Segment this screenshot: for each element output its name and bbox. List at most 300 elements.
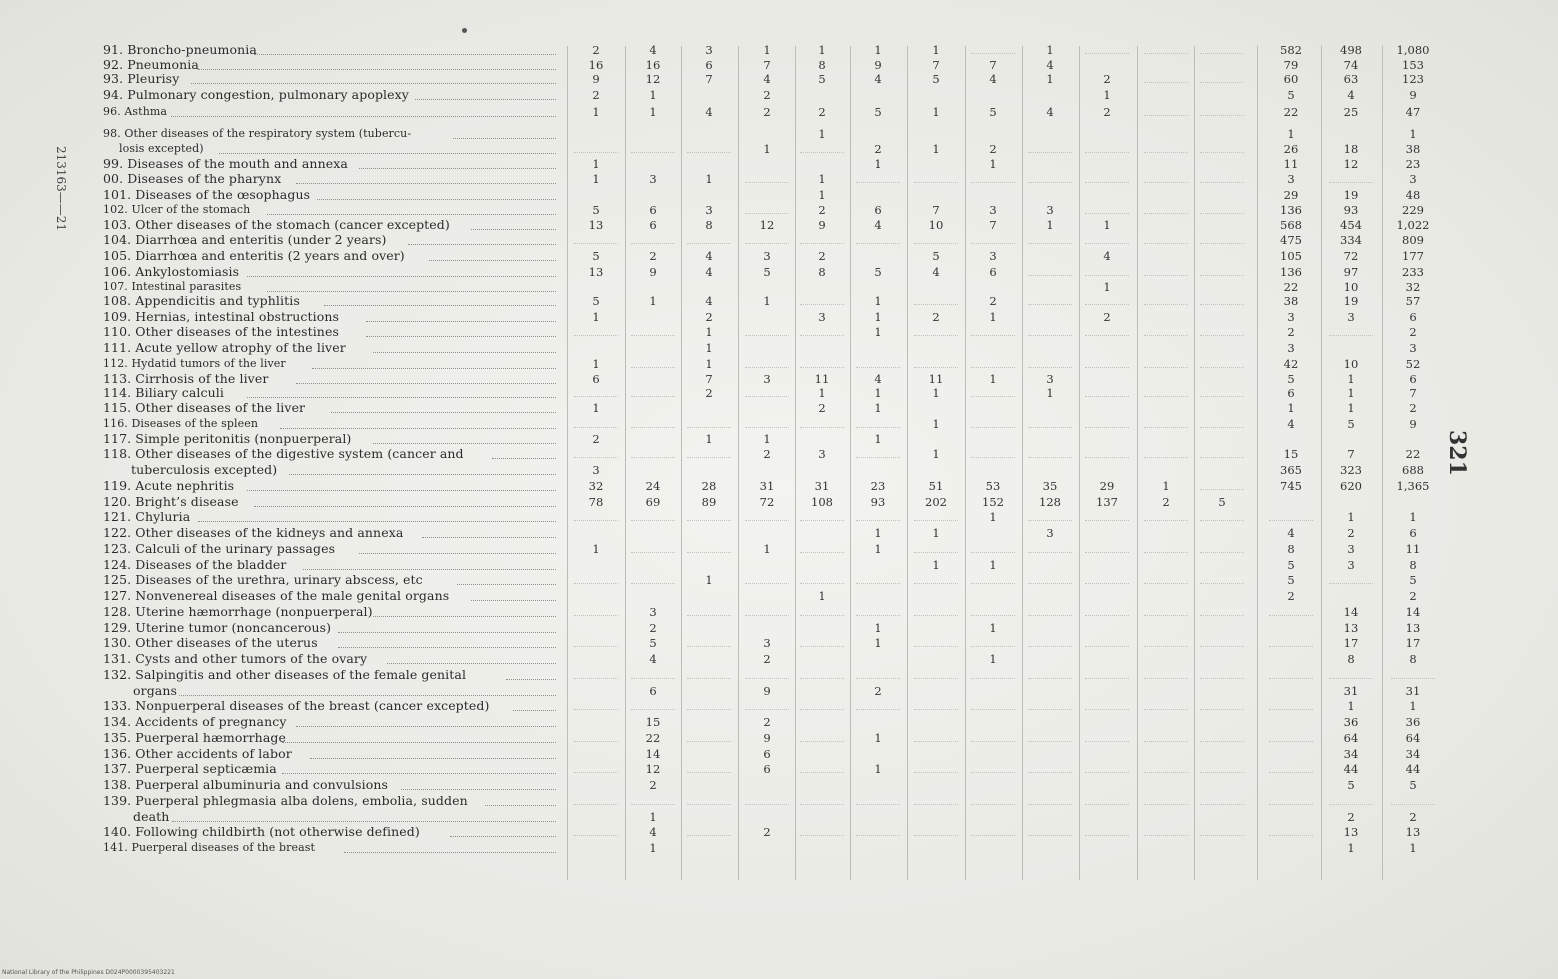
table-cell: 323 (1340, 463, 1362, 477)
table-cell: 2 (763, 88, 771, 102)
empty-cell-leader (1144, 115, 1188, 116)
table-cell: 3 (1347, 310, 1355, 324)
table-cell: 32 (1405, 280, 1421, 294)
table-cell: 1 (592, 310, 600, 324)
table-cell: 5 (1287, 88, 1295, 102)
empty-cell-leader (745, 335, 789, 336)
column-divider (738, 46, 739, 880)
table-cell: 1 (818, 188, 826, 202)
empty-cell-leader (800, 709, 844, 710)
column-divider (1257, 46, 1258, 880)
empty-cell-leader (800, 367, 844, 368)
table-cell: 5 (1409, 778, 1417, 792)
empty-cell-leader (800, 772, 844, 773)
table-cell: 454 (1340, 218, 1362, 232)
table-cell: 7 (705, 372, 713, 386)
table-cell: 1 (705, 432, 713, 446)
table-cell: 1 (932, 417, 940, 431)
empty-cell-leader (800, 615, 844, 616)
empty-cell-leader (1028, 304, 1072, 305)
empty-cell-leader (1028, 335, 1072, 336)
table-cell: 2 (818, 105, 826, 119)
empty-cell-leader (856, 457, 900, 458)
table-cell: 3 (705, 203, 713, 217)
table-cell: 2 (1287, 325, 1295, 339)
table-cell: 52 (1405, 357, 1421, 371)
empty-cell-leader (574, 804, 618, 805)
table-cell: 1 (763, 432, 771, 446)
table-cell: 3 (705, 43, 713, 57)
table-cell: 3 (649, 172, 657, 186)
table-cell: 9 (1409, 88, 1417, 102)
table-cell: 1 (932, 447, 940, 461)
table-cell: 2 (1409, 401, 1417, 415)
table-cell: 3 (1409, 172, 1417, 186)
table-cell: 97 (1343, 265, 1359, 279)
empty-cell-leader (1144, 520, 1188, 521)
empty-cell-leader (856, 615, 900, 616)
row-leader (373, 443, 556, 444)
empty-cell-leader (687, 804, 731, 805)
table-cell: 11 (1283, 157, 1299, 171)
table-cell: 1 (932, 43, 940, 57)
empty-cell-leader (800, 520, 844, 521)
table-cell: 7 (1347, 447, 1355, 461)
table-cell: 2 (592, 43, 600, 57)
table-cell: 233 (1402, 265, 1424, 279)
empty-cell-leader (971, 427, 1015, 428)
empty-cell-leader (1200, 772, 1244, 773)
column-divider (567, 46, 568, 880)
table-cell: 34 (1343, 747, 1359, 761)
table-cell: 1 (874, 762, 882, 776)
row-leader (312, 368, 556, 369)
table-cell: 10 (1343, 357, 1359, 371)
row-label: 121. Chyluria (103, 509, 191, 524)
table-cell: 42 (1283, 357, 1299, 371)
table-cell: 6 (874, 203, 882, 217)
empty-cell-leader (745, 520, 789, 521)
table-cell: 5 (874, 105, 882, 119)
empty-cell-leader (1085, 213, 1129, 214)
empty-cell-leader (971, 646, 1015, 647)
empty-cell-leader (1144, 457, 1188, 458)
empty-cell-leader (631, 804, 675, 805)
empty-cell-leader (631, 335, 675, 336)
row-label: 111. Acute yellow atrophy of the liver (103, 340, 346, 355)
row-leader (282, 742, 556, 743)
table-cell: 1,080 (1396, 43, 1430, 57)
row-leader (310, 758, 556, 759)
table-cell: 22 (645, 731, 661, 745)
empty-cell-leader (1144, 772, 1188, 773)
table-cell: 2 (989, 142, 997, 156)
table-cell: 44 (1343, 762, 1359, 776)
table-cell: 3 (1287, 341, 1295, 355)
empty-cell-leader (1200, 304, 1244, 305)
table-cell: 19 (1343, 188, 1359, 202)
table-cell: 745 (1280, 479, 1302, 493)
table-cell: 5 (932, 249, 940, 263)
table-cell: 1 (763, 294, 771, 308)
empty-cell-leader (856, 182, 900, 183)
row-label: 118. Other diseases of the digestive system (cancer and (103, 446, 464, 461)
table-cell: 3 (592, 463, 600, 477)
table-cell: 1 (649, 294, 657, 308)
table-cell: 1 (932, 386, 940, 400)
table-cell: 6 (1287, 386, 1295, 400)
empty-cell-leader (1085, 804, 1129, 805)
table-cell: 10 (1343, 280, 1359, 294)
empty-cell-leader (800, 804, 844, 805)
empty-cell-leader (971, 552, 1015, 553)
table-cell: 2 (1287, 589, 1295, 603)
table-cell: 31 (1405, 684, 1421, 698)
table-cell: 6 (989, 265, 997, 279)
empty-cell-leader (574, 615, 618, 616)
table-cell: 3 (989, 203, 997, 217)
empty-cell-leader (1028, 275, 1072, 276)
row-leader (179, 695, 556, 696)
column-divider (1321, 46, 1322, 880)
table-cell: 1 (763, 142, 771, 156)
empty-cell-leader (631, 520, 675, 521)
empty-cell-leader (971, 243, 1015, 244)
empty-cell-leader (1028, 552, 1072, 553)
row-label: 115. Other diseases of the liver (103, 400, 306, 415)
empty-cell-leader (1144, 82, 1188, 83)
empty-cell-leader (856, 243, 900, 244)
row-leader (373, 616, 556, 617)
column-divider (965, 46, 966, 880)
empty-cell-leader (1269, 520, 1313, 521)
empty-cell-leader (971, 457, 1015, 458)
row-label: organs (133, 683, 178, 698)
table-cell: 29 (1283, 188, 1299, 202)
table-cell: 13 (1405, 825, 1421, 839)
table-cell: 9 (874, 58, 882, 72)
table-cell: 1 (1046, 218, 1054, 232)
empty-cell-leader (574, 243, 618, 244)
table-cell: 8 (1409, 652, 1417, 666)
table-cell: 7 (763, 58, 771, 72)
table-cell: 1 (874, 542, 882, 556)
table-cell: 1,365 (1396, 479, 1430, 493)
empty-cell-leader (687, 457, 731, 458)
row-leader (171, 116, 556, 117)
table-cell: 3 (1347, 558, 1355, 572)
empty-cell-leader (1028, 427, 1072, 428)
table-cell: 3 (1409, 341, 1417, 355)
empty-cell-leader (1144, 427, 1188, 428)
table-cell: 498 (1340, 43, 1362, 57)
row-label: 113. Cirrhosis of the liver (103, 371, 269, 386)
table-cell: 3 (763, 372, 771, 386)
table-cell: 1,022 (1396, 218, 1430, 232)
empty-cell-leader (1028, 772, 1072, 773)
table-cell: 4 (705, 249, 713, 263)
table-cell: 1 (592, 157, 600, 171)
table-cell: 1 (1103, 280, 1111, 294)
empty-cell-leader (687, 646, 731, 647)
empty-cell-leader (1329, 583, 1373, 584)
table-cell: 1 (874, 294, 882, 308)
table-cell: 23 (870, 479, 886, 493)
empty-cell-leader (745, 367, 789, 368)
table-cell: 79 (1283, 58, 1299, 72)
table-cell: 14 (1343, 605, 1359, 619)
empty-cell-leader (1085, 182, 1129, 183)
column-divider (1194, 46, 1195, 880)
empty-cell-leader (687, 520, 731, 521)
row-label: 127. Nonvenereal diseases of the male genital organs (103, 588, 450, 603)
empty-cell-leader (1144, 213, 1188, 214)
row-leader (296, 183, 556, 184)
empty-cell-leader (914, 182, 958, 183)
table-cell: 202 (925, 495, 947, 509)
row-label: 139. Puerperal phlegmasia alba dolens, embolia, sudden (103, 793, 468, 808)
table-cell: 7 (705, 72, 713, 86)
row-label: 108. Appendicitis and typhlitis (103, 293, 300, 308)
table-cell: 1 (1347, 699, 1355, 713)
table-cell: 4 (989, 72, 997, 86)
empty-cell-leader (1085, 583, 1129, 584)
row-leader (219, 153, 556, 154)
table-cell: 93 (870, 495, 886, 509)
table-cell: 4 (874, 72, 882, 86)
table-cell: 7 (989, 218, 997, 232)
empty-cell-leader (1269, 804, 1313, 805)
empty-cell-leader (1200, 53, 1244, 54)
table-cell: 6 (592, 372, 600, 386)
table-cell: 6 (1409, 526, 1417, 540)
table-cell: 1 (818, 43, 826, 57)
empty-cell-leader (1200, 552, 1244, 553)
table-cell: 1 (592, 401, 600, 415)
empty-cell-leader (971, 583, 1015, 584)
empty-cell-leader (1200, 335, 1244, 336)
table-cell: 1 (874, 43, 882, 57)
table-cell: 48 (1405, 188, 1421, 202)
empty-cell-leader (856, 709, 900, 710)
empty-cell-leader (1200, 115, 1244, 116)
table-cell: 1 (1347, 841, 1355, 855)
empty-cell-leader (574, 520, 618, 521)
table-cell: 1 (1162, 479, 1170, 493)
empty-cell-leader (745, 243, 789, 244)
empty-cell-leader (631, 678, 675, 679)
empty-cell-leader (1085, 709, 1129, 710)
table-cell: 15 (645, 715, 661, 729)
row-leader (296, 383, 556, 384)
empty-cell-leader (687, 709, 731, 710)
table-cell: 5 (1347, 417, 1355, 431)
table-cell: 64 (1405, 731, 1421, 745)
row-leader (366, 336, 556, 337)
row-leader (422, 537, 556, 538)
empty-cell-leader (914, 615, 958, 616)
empty-cell-leader (687, 678, 731, 679)
empty-cell-leader (914, 709, 958, 710)
table-cell: 3 (818, 310, 826, 324)
empty-cell-leader (971, 367, 1015, 368)
table-cell: 1 (705, 573, 713, 587)
table-cell: 9 (763, 731, 771, 745)
row-leader (344, 852, 556, 853)
empty-cell-leader (800, 741, 844, 742)
table-cell: 3 (1287, 310, 1295, 324)
table-cell: 1 (1347, 372, 1355, 386)
row-leader (254, 506, 556, 507)
empty-cell-leader (971, 835, 1015, 836)
table-cell: 2 (763, 105, 771, 119)
row-label: 98. Other diseases of the respiratory system (tubercu- (103, 127, 412, 140)
column-divider (1382, 46, 1383, 880)
empty-cell-leader (687, 835, 731, 836)
empty-cell-leader (800, 152, 844, 153)
empty-cell-leader (745, 427, 789, 428)
empty-cell-leader (971, 615, 1015, 616)
table-cell: 23 (1405, 157, 1421, 171)
empty-cell-leader (1085, 53, 1129, 54)
row-leader (247, 276, 556, 277)
row-leader (408, 244, 556, 245)
table-cell: 2 (763, 447, 771, 461)
empty-cell-leader (1200, 82, 1244, 83)
table-cell: 5 (592, 203, 600, 217)
empty-cell-leader (1144, 396, 1188, 397)
empty-cell-leader (1144, 678, 1188, 679)
empty-cell-leader (1085, 741, 1129, 742)
empty-cell-leader (631, 396, 675, 397)
table-cell: 582 (1280, 43, 1302, 57)
empty-cell-leader (1028, 804, 1072, 805)
table-cell: 1 (874, 636, 882, 650)
row-leader (324, 305, 556, 306)
empty-cell-leader (631, 243, 675, 244)
table-cell: 2 (818, 249, 826, 263)
empty-cell-leader (574, 772, 618, 773)
row-label: death (133, 809, 170, 824)
empty-cell-leader (856, 427, 900, 428)
table-cell: 74 (1343, 58, 1359, 72)
table-cell: 5 (818, 72, 826, 86)
empty-cell-leader (687, 772, 731, 773)
table-cell: 809 (1402, 233, 1424, 247)
table-cell: 6 (1409, 310, 1417, 324)
table-cell: 72 (759, 495, 775, 509)
table-cell: 17 (1405, 636, 1421, 650)
table-cell: 1 (1287, 401, 1295, 415)
table-cell: 5 (1287, 372, 1295, 386)
empty-cell-leader (1085, 772, 1129, 773)
table-cell: 64 (1343, 731, 1359, 745)
table-cell: 6 (705, 58, 713, 72)
empty-cell-leader (914, 552, 958, 553)
row-leader (471, 600, 556, 601)
empty-cell-leader (574, 427, 618, 428)
table-cell: 1 (989, 157, 997, 171)
empty-cell-leader (1028, 520, 1072, 521)
empty-cell-leader (631, 583, 675, 584)
empty-cell-leader (1028, 709, 1072, 710)
table-cell: 1 (818, 386, 826, 400)
row-label: 131. Cysts and other tumors of the ovary (103, 651, 368, 666)
table-cell: 14 (645, 747, 661, 761)
empty-cell-leader (745, 615, 789, 616)
empty-cell-leader (1269, 678, 1313, 679)
row-leader (366, 321, 556, 322)
empty-cell-leader (745, 213, 789, 214)
table-cell: 1 (1347, 386, 1355, 400)
table-cell: 1 (932, 142, 940, 156)
row-label: 105. Diarrhœa and enteritis (2 years and over) (103, 248, 405, 263)
row-label: 141. Puerperal diseases of the breast (103, 841, 316, 854)
row-label: 129. Uterine tumor (noncancerous) (103, 620, 332, 635)
row-leader (247, 397, 556, 398)
empty-cell-leader (1200, 243, 1244, 244)
table-cell: 9 (818, 218, 826, 232)
table-cell: 93 (1343, 203, 1359, 217)
table-cell: 3 (649, 605, 657, 619)
row-label: 135. Puerperal hæmorrhage (103, 730, 286, 745)
table-cell: 123 (1402, 72, 1424, 86)
row-label: 00. Diseases of the pharynx (103, 171, 282, 186)
empty-cell-leader (687, 552, 731, 553)
empty-cell-leader (1085, 152, 1129, 153)
table-cell: 108 (811, 495, 833, 509)
empty-cell-leader (1200, 489, 1244, 490)
empty-cell-leader (1144, 741, 1188, 742)
empty-cell-leader (1200, 678, 1244, 679)
row-leader (387, 663, 556, 664)
row-leader (280, 428, 556, 429)
table-cell: 1 (818, 589, 826, 603)
table-cell: 16 (645, 58, 661, 72)
empty-cell-leader (1144, 835, 1188, 836)
table-cell: 78 (588, 495, 604, 509)
table-cell: 31 (814, 479, 830, 493)
empty-cell-leader (1144, 367, 1188, 368)
empty-cell-leader (1144, 275, 1188, 276)
empty-cell-leader (1028, 583, 1072, 584)
table-cell: 7 (1409, 386, 1417, 400)
empty-cell-leader (856, 804, 900, 805)
empty-cell-leader (631, 709, 675, 710)
empty-cell-leader (856, 367, 900, 368)
empty-cell-leader (1269, 709, 1313, 710)
row-label: 94. Pulmonary congestion, pulmonary apoplexy (103, 87, 409, 102)
empty-cell-leader (745, 709, 789, 710)
empty-cell-leader (1085, 646, 1129, 647)
table-cell: 6 (649, 203, 657, 217)
table-cell: 1 (649, 841, 657, 855)
table-cell: 4 (1046, 58, 1054, 72)
table-cell: 69 (645, 495, 661, 509)
row-label: 102. Ulcer of the stomach (103, 203, 251, 216)
empty-cell-leader (745, 678, 789, 679)
table-cell: 136 (1280, 203, 1302, 217)
table-cell: 4 (705, 265, 713, 279)
table-cell: 22 (1405, 447, 1421, 461)
row-label: 130. Other diseases of the uterus (103, 635, 318, 650)
table-cell: 10 (928, 218, 944, 232)
row-label: 136. Other accidents of labor (103, 746, 292, 761)
row-leader (303, 569, 556, 570)
row-leader (359, 553, 556, 554)
table-cell: 5 (1287, 558, 1295, 572)
empty-cell-leader (1269, 835, 1313, 836)
